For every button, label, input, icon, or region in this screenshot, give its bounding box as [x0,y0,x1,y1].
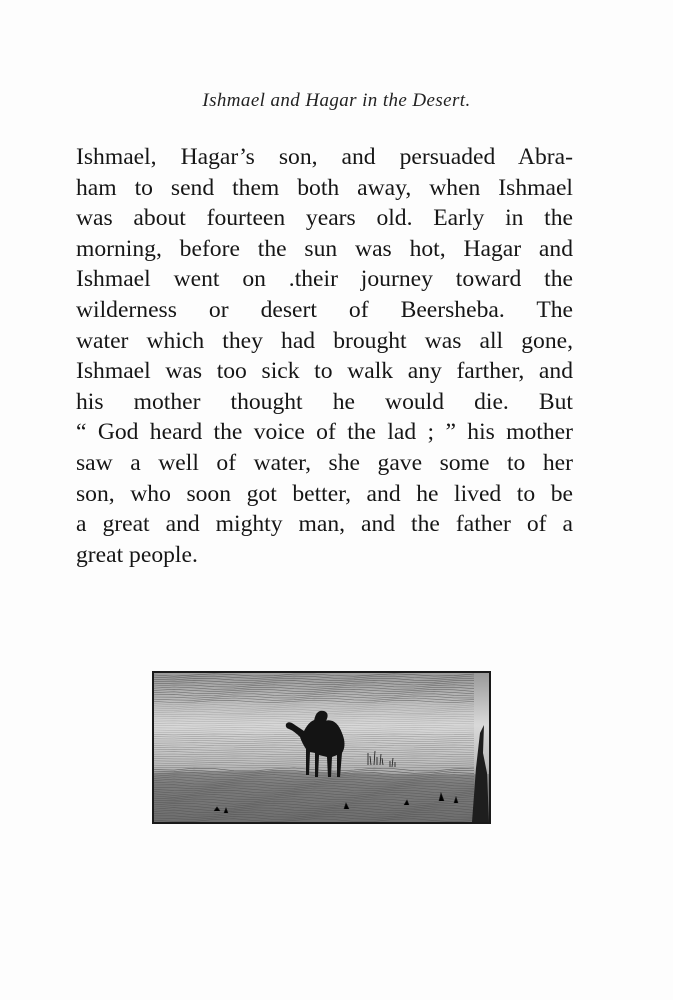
text-line: ham to send them both away, when Ishmael [76,174,573,201]
text-line: morning, before the sun was hot, Hagar and [76,235,573,262]
text-line: water which they had brought was all gone, [76,327,573,354]
text-line: wilderness or desert of Beersheba. The [76,296,573,323]
body-text [76,142,573,570]
text-line: “ God heard the voice of the lad ; ” his mother [76,419,573,446]
desert-ground [154,771,489,822]
text-line: Ishmael, Hagar’s son, and persuaded Abra- [76,144,573,170]
text-line: Ishmael went on .their journey toward the [76,266,573,293]
text-line: Ishmael was too sick to walk any farther, and [76,358,573,385]
text-line: son, who soon got better, and he lived to be [76,480,573,507]
text-line: saw a well of water, she gave some to her [76,449,573,476]
text-line: was about fourteen years old. Early in the [76,205,573,232]
camel-desert-illustration [152,671,491,824]
text-line: great people. [76,541,198,568]
running-head: Ishmael and Hagar in the Desert. [202,90,471,111]
text-line: his mother thought he would die. But [76,388,573,415]
text-line: a great and mighty man, and the father of a [76,511,573,538]
